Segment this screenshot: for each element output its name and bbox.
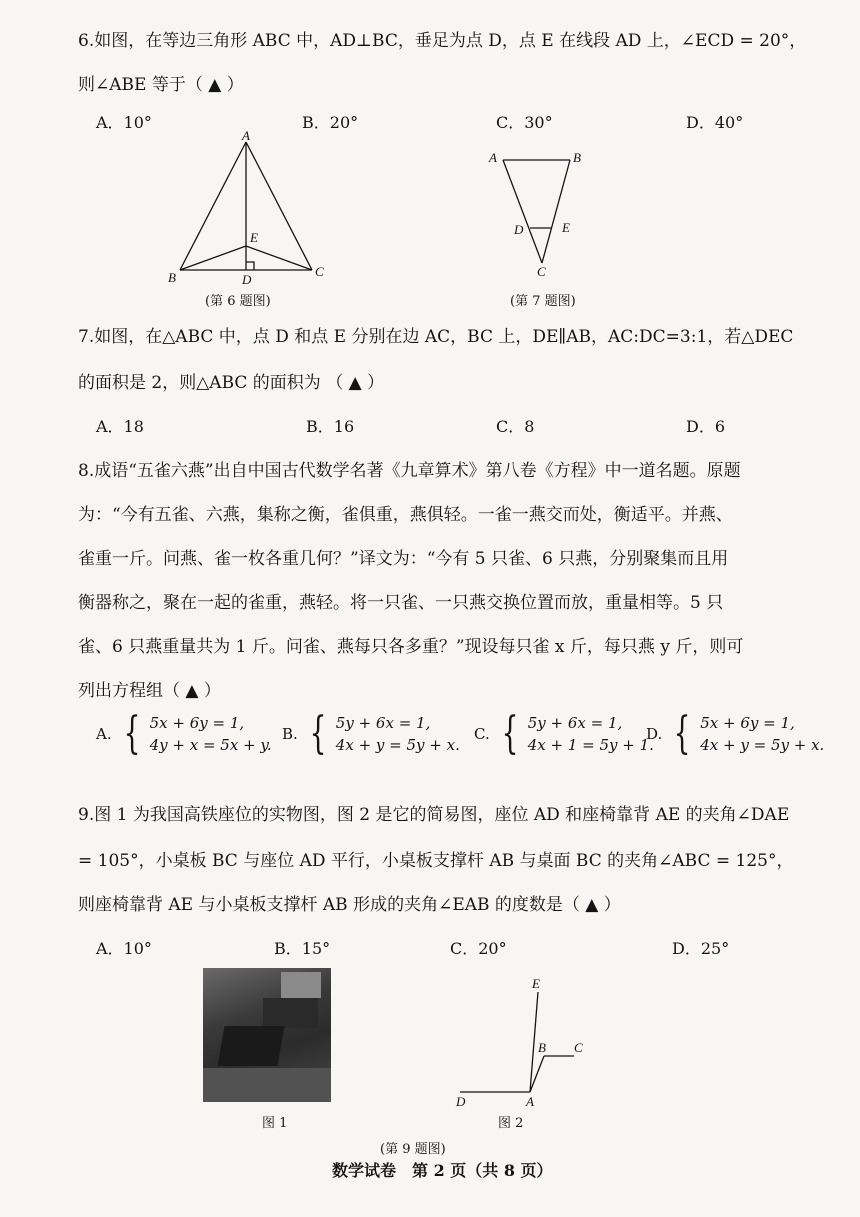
q7-label-e: E [562,220,570,235]
q8-option-a-eq1: 5x + 6y = 1, [149,714,245,732]
q7-stem-line1: 7.如图，在△ABC 中，点 D 和点 E 分别在边 AC，BC 上，DE∥AB，AC:DC=3:1，若△DEC [78,327,794,347]
q9-figure-caption: (第 9 题图) [380,1142,446,1157]
q8-option-b [282,708,460,759]
q8-stem-line2: 为：“今有五雀、六燕，集称之衡，雀俱重，燕俱轻。一雀一燕交而处，衡适平。并燕、 [78,505,733,525]
q6-figure [160,130,340,290]
q6-option-a: A．10° [96,113,152,132]
q9-option-a: A．10° [96,939,152,958]
q9-fig1-caption: 图 1 [262,1116,288,1131]
q8-stem-line1: 8.成语“五雀六燕”出自中国古代数学名著《九章算术》第八卷《方程》中一道名题。原题 [78,461,741,481]
q6-option-d: D．40° [686,113,744,132]
brace-icon: { [123,708,141,759]
q6-label-a: A [242,130,250,143]
q8-stem-line4: 衡器称之，聚在一起的雀重，燕轻。将一只雀、一只燕交换位置而放，重量相等。5 只 [78,593,724,613]
q8-option-a-label: A. [96,725,112,743]
q7-option-b: B．16 [306,417,355,436]
q9-label-b: B [538,1040,546,1055]
q8-option-b-label: B. [282,725,298,743]
q8-option-d-label: D. [646,725,663,743]
q6-label-d: D [242,272,252,287]
brace-icon: { [501,708,519,759]
q8-option-a [96,708,272,759]
q6-option-c: C．30° [496,113,553,132]
q7-option-c: C．8 [496,417,535,436]
q6-label-e: E [250,230,258,245]
q8-option-d-eq2: 4x + y = 5y + x. [700,736,825,754]
q6-label-b: B [168,270,176,285]
q8-option-b-eq1: 5y + 6x = 1, [335,714,431,732]
q7-side-bc [542,160,570,263]
page-footer: 数学试卷 第 2 页（共 8 页） [332,1161,553,1180]
q6-stem-line2: 则∠ABE 等于（ ▲ ） [78,75,244,95]
q9-label-c: C [574,1040,583,1055]
q8-option-d [646,708,825,759]
q7-figure [485,148,595,278]
q9-option-b: B．15° [274,939,331,958]
q9-backrest-ae [530,992,538,1092]
q9-label-d: D [456,1094,466,1109]
q9-label-a: A [526,1094,534,1109]
q7-label-c: C [537,264,546,278]
q9-stem-line2: = 105°，小桌板 BC 与座位 AD 平行，小桌板支撑杆 AB 与桌面 BC 的夹角∠ABC = 125°， [78,851,794,871]
q9-option-c: C．20° [450,939,507,958]
q6-option-b: B．20° [302,113,359,132]
q7-option-d: D．6 [686,417,726,436]
q8-option-c [474,708,654,759]
q8-option-a-eq2: 4y + x = 5x + y. [149,736,272,754]
q8-stem-line6: 列出方程组（ ▲ ） [78,681,221,701]
q9-seat-photo [203,968,331,1102]
q7-option-a: A．18 [96,417,144,436]
q7-side-ac [503,160,542,263]
q9-label-e: E [532,976,540,991]
q7-stem-line2: 的面积是 2，则△ABC 的面积为 （ ▲ ） [78,373,385,393]
brace-icon: { [673,708,691,759]
q7-label-d: D [514,222,524,237]
q8-stem-line5: 雀、6 只燕重量共为 1 斤。问雀、燕每只各多重？”现设每只雀 x 斤，每只燕 y 斤，则可 [78,637,744,657]
q8-option-c-eq1: 5y + 6x = 1, [527,714,623,732]
q8-option-c-label: C. [474,725,490,743]
brace-icon: { [309,708,327,759]
q9-fig2-caption: 图 2 [498,1116,524,1131]
q9-option-d: D．25° [672,939,730,958]
q6-figure-caption: (第 6 题图) [205,294,271,309]
q6-right-angle-mark [246,262,254,270]
q6-side-ac [246,142,312,270]
q7-label-a: A [489,150,497,165]
q8-option-c-eq2: 4x + 1 = 5y + 1. [527,736,654,754]
q8-stem-line3: 雀重一斤。问燕、雀一枚各重几何？”译文为：“今有 5 只雀、6 只燕，分别聚集而且用 [78,549,729,569]
q6-label-c: C [315,264,324,279]
q9-stem-line3: 则座椅靠背 AE 与小桌板支撑杆 AB 形成的夹角∠EAB 的度数是（ ▲ ） [78,895,621,915]
q7-figure-caption: (第 7 题图) [510,294,576,309]
q9-stem-line1: 9.图 1 为我国高铁座位的实物图，图 2 是它的简易图，座位 AD 和座椅靠背 AE 的夹角∠DAE [78,805,790,825]
q7-label-b: B [573,150,581,165]
q8-option-b-eq2: 4x + y = 5y + x. [335,736,460,754]
q8-option-d-eq1: 5x + 6y = 1, [700,714,795,732]
q9-diagram [448,972,598,1112]
q6-side-ab [180,142,246,270]
q6-stem-line1: 6.如图，在等边三角形 ABC 中，AD⊥BC，垂足为点 D，点 E 在线段 AD 上，∠ECD = 20°， [78,31,807,51]
